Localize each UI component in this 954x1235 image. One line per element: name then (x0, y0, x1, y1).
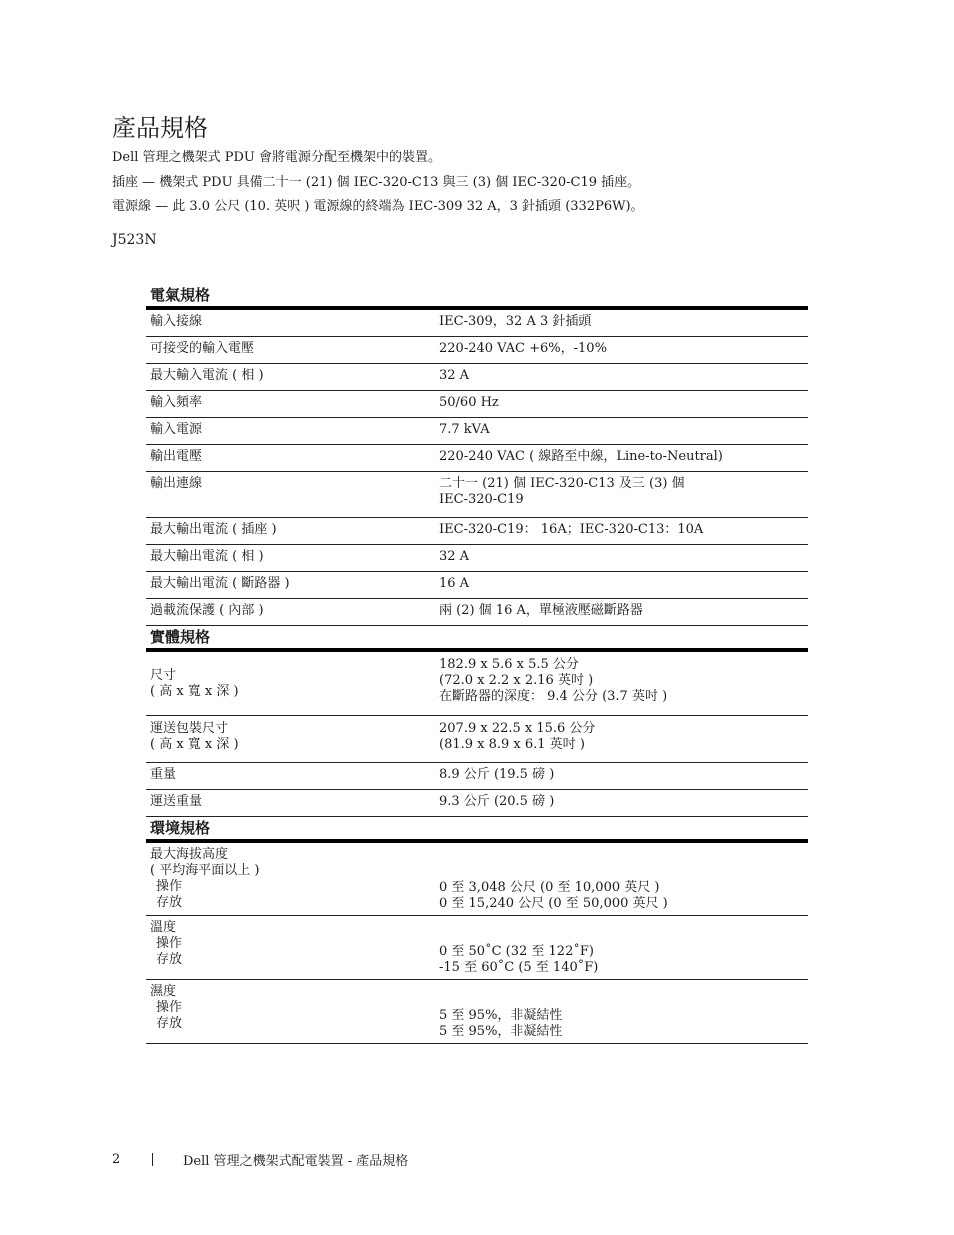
spec-value: 220-240 VAC ( 線路至中線，Line-to-Neutral) (435, 445, 808, 472)
spec-label: 最大輸入電流 ( 相 ) (146, 364, 435, 391)
table-row (146, 716, 808, 763)
spec-value (435, 916, 808, 980)
label-line: 溫度 (150, 920, 177, 935)
footer-text: Dell 管理之機架式配電裝置 - 產品規格 (183, 1154, 409, 1169)
value-line: 0 至 3,048 公尺 (0 至 10,000 英尺 ) (439, 880, 660, 895)
table-row (146, 337, 808, 364)
value-line: 在斷路器的深度： 9.4 公分 (3.7 英吋 ) (439, 689, 668, 704)
value-line: 5 至 95%，非凝結性 (439, 1024, 563, 1039)
footer-divider (152, 1153, 153, 1166)
intro-text (112, 146, 644, 220)
spec-value: 32 A (435, 545, 808, 572)
value-line: (81.9 x 8.9 x 6.1 英吋 ) (439, 737, 585, 752)
table-row (146, 418, 808, 445)
spec-label: 輸入接線 (146, 308, 435, 337)
spec-label (146, 650, 435, 716)
spec-label (146, 841, 435, 916)
value-line: -15 至 60˚C (5 至 140˚F) (439, 960, 599, 975)
spec-label: 輸出電壓 (146, 445, 435, 472)
value-line: 二十一 (21) 個 IEC-320-C13 及三 (3) 個 (439, 476, 685, 491)
table-row (146, 445, 808, 472)
intro-line: 電源線 — 此 3.0 公尺 (10. 英呎 ) 電源線的終端為 IEC-309 32 A，3 針插頭 (332P6W)。 (112, 199, 644, 214)
table-row (146, 980, 808, 1044)
spec-value: 8.9 公斤 (19.5 磅 ) (435, 763, 808, 790)
label-line: 運送包裝尺寸 (150, 721, 229, 736)
spec-value: 9.3 公斤 (20.5 磅 ) (435, 790, 808, 817)
spec-value: IEC-309，32 A 3 針插頭 (435, 308, 808, 337)
section-heading: 電氣規格 (146, 284, 808, 308)
table-row (146, 518, 808, 545)
spec-value: IEC-320-C19： 16A；IEC-320-C13：10A (435, 518, 808, 545)
label-subline: 存放 (156, 1016, 183, 1031)
spec-value (435, 650, 808, 716)
spec-value (435, 716, 808, 763)
label-line: 濕度 (150, 984, 177, 999)
table-row (146, 391, 808, 418)
page-number: 2 (112, 1152, 121, 1167)
table-row (146, 763, 808, 790)
label-subline: 存放 (156, 952, 183, 967)
spec-value (435, 980, 808, 1044)
value-line: 0 至 50˚C (32 至 122˚F) (439, 944, 594, 959)
spec-label (146, 916, 435, 980)
part-number: J523N (112, 232, 157, 248)
spec-value: 32 A (435, 364, 808, 391)
value-line: IEC-320-C19 (439, 492, 524, 507)
spec-label: 最大輸出電流 ( 插座 ) (146, 518, 435, 545)
label-subline: 存放 (156, 895, 183, 910)
spec-table (146, 284, 808, 1044)
label-subline: 操作 (156, 879, 183, 894)
label-subline: 操作 (156, 1000, 183, 1015)
section-header-environmental (146, 817, 808, 842)
spec-value (435, 472, 808, 518)
spec-label: 輸出連線 (146, 472, 435, 518)
spec-label: 最大輸出電流 ( 斷路器 ) (146, 572, 435, 599)
table-row (146, 650, 808, 716)
table-row (146, 599, 808, 626)
value-line: 0 至 15,240 公尺 (0 至 50,000 英尺 ) (439, 896, 668, 911)
table-row (146, 545, 808, 572)
intro-line: 插座 — 機架式 PDU 具備二十一 (21) 個 IEC-320-C13 與三 (3) 個 IEC-320-C19 插座。 (112, 174, 641, 190)
spec-value: 16 A (435, 572, 808, 599)
spec-label: 輸入電源 (146, 418, 435, 445)
table-row (146, 916, 808, 980)
spec-value: 50/60 Hz (435, 391, 808, 418)
page-title: 產品規格 (112, 114, 208, 142)
intro-line: Dell 管理之機架式 PDU 會將電源分配至機架中的裝置。 (112, 150, 441, 165)
section-heading: 環境規格 (146, 817, 808, 842)
spec-label: 輸入頻率 (146, 391, 435, 418)
spec-label (146, 716, 435, 763)
spec-value: 7.7 kVA (435, 418, 808, 445)
section-header-electrical (146, 284, 808, 308)
label-line: ( 高 x 寬 x 深 ) (150, 684, 239, 699)
table-row (146, 790, 808, 817)
spec-label: 重量 (146, 763, 435, 790)
table-row (146, 472, 808, 518)
table-row (146, 841, 808, 916)
spec-label: 最大輸出電流 ( 相 ) (146, 545, 435, 572)
table-row (146, 364, 808, 391)
spec-label: 運送重量 (146, 790, 435, 817)
section-heading: 實體規格 (146, 626, 808, 651)
spec-value: 兩 (2) 個 16 A，單極液壓磁斷路器 (435, 599, 808, 626)
section-header-physical (146, 626, 808, 651)
value-line: 207.9 x 22.5 x 15.6 公分 (439, 721, 596, 736)
value-line: 5 至 95%，非凝結性 (439, 1008, 563, 1023)
page-footer (112, 1150, 408, 1169)
value-line: (72.0 x 2.2 x 2.16 英吋 ) (439, 673, 594, 688)
spec-value (435, 841, 808, 916)
table-row (146, 572, 808, 599)
spec-value: 220-240 VAC +6%，-10% (435, 337, 808, 364)
spec-label: 可接受的輸入電壓 (146, 337, 435, 364)
label-subline: 操作 (156, 936, 183, 951)
table-row (146, 308, 808, 337)
label-line: ( 平均海平面以上 ) (150, 863, 260, 878)
label-line: ( 高 x 寬 x 深 ) (150, 737, 239, 752)
label-line: 尺寸 (150, 668, 177, 683)
spec-label: 過載流保護 ( 內部 ) (146, 599, 435, 626)
label-line: 最大海拔高度 (150, 847, 229, 862)
spec-label (146, 980, 435, 1044)
value-line: 182.9 x 5.6 x 5.5 公分 (439, 657, 579, 672)
